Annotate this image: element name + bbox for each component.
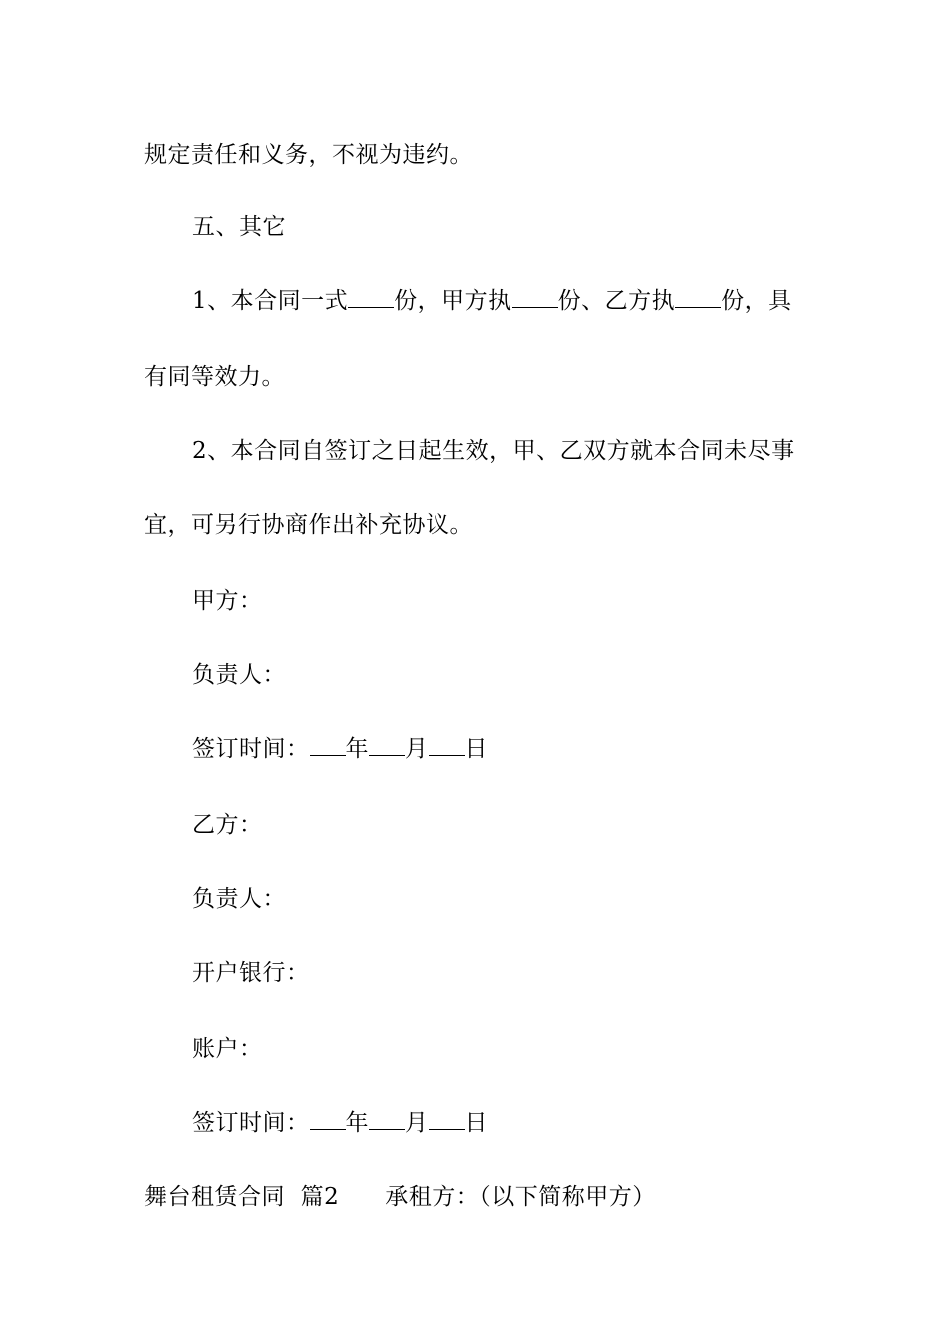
day-blank bbox=[429, 735, 465, 756]
clause-1-line bbox=[192, 286, 792, 316]
year-blank bbox=[310, 1109, 346, 1130]
lessee-label: 承租方：（以下简称甲方） bbox=[385, 1184, 656, 1210]
party-b-responsible-label: 负责人： bbox=[192, 886, 286, 912]
next-contract-heading-line bbox=[144, 1182, 656, 1212]
account-label: 账户： bbox=[192, 1036, 263, 1062]
clause-2-line: 2、本合同自签订之日起生效，甲、乙双方就本合同未尽事 bbox=[192, 438, 795, 464]
day-label: 日 bbox=[464, 736, 488, 762]
year-label: 年 bbox=[345, 736, 369, 762]
fill-blank bbox=[675, 287, 721, 308]
party-a-label: 甲方： bbox=[192, 588, 263, 614]
fill-blank bbox=[512, 287, 558, 308]
party-b-sign-date bbox=[192, 1108, 488, 1138]
party-a-sign-date bbox=[192, 734, 488, 764]
party-a-responsible-label: 负责人： bbox=[192, 662, 286, 688]
sign-date-label: 签订时间： bbox=[192, 736, 310, 762]
bank-label: 开户银行： bbox=[192, 960, 310, 986]
year-label: 年 bbox=[345, 1110, 369, 1136]
day-label: 日 bbox=[464, 1110, 488, 1136]
contract-title: 舞台租赁合同 篇2 bbox=[144, 1184, 340, 1210]
clause-text: 1、本合同一式 bbox=[192, 288, 349, 314]
month-blank bbox=[369, 1109, 405, 1130]
clause-text: 份、乙方执 bbox=[557, 288, 676, 314]
day-blank bbox=[429, 1109, 465, 1130]
clause-text: 份，甲方执 bbox=[394, 288, 512, 314]
sign-date-label: 签订时间： bbox=[192, 1110, 310, 1136]
paragraph-line: 规定责任和义务，不视为违约。 bbox=[144, 142, 473, 168]
fill-blank bbox=[348, 287, 394, 308]
paragraph-line: 宜，可另行协商作出补充协议。 bbox=[144, 512, 473, 538]
party-b-label: 乙方： bbox=[192, 812, 263, 838]
year-blank bbox=[310, 735, 346, 756]
section-heading: 五、其它 bbox=[192, 214, 286, 240]
month-blank bbox=[369, 735, 405, 756]
paragraph-line: 有同等效力。 bbox=[144, 364, 285, 390]
month-label: 月 bbox=[405, 1110, 429, 1136]
clause-text: 份，具 bbox=[721, 288, 792, 314]
month-label: 月 bbox=[405, 736, 429, 762]
